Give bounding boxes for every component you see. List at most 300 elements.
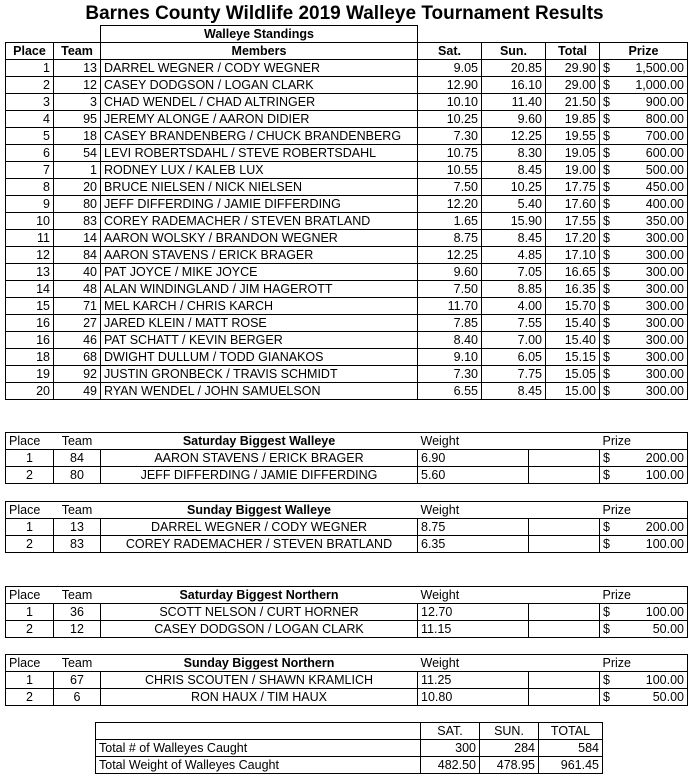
sun-cell: 7.75 — [482, 366, 546, 383]
team-cell: 12 — [54, 77, 101, 94]
sun-cell: 11.40 — [482, 94, 546, 111]
section-row — [6, 536, 688, 553]
members-cell: DARREL WEGNER / CODY WEGNER — [101, 519, 418, 536]
sat-cell: 10.25 — [418, 111, 482, 128]
sat-cell: 7.50 — [418, 281, 482, 298]
currency-symbol: $ — [603, 180, 610, 194]
page-title: Barnes County Wildlife 2019 Walleye Tournament Results — [85, 3, 604, 24]
sun-cell: 8.45 — [482, 230, 546, 247]
weight-cell: 12.70 — [418, 604, 529, 621]
section-place-label: Place — [9, 656, 41, 670]
biggest-fish-section — [5, 586, 688, 638]
members-cell: CASEY BRANDENBERG / CHUCK BRANDENBERG — [101, 128, 418, 145]
place-cell: 4 — [6, 111, 54, 128]
currency-symbol: $ — [603, 95, 610, 109]
currency-symbol: $ — [603, 197, 610, 211]
prize-amount: 450.00 — [645, 180, 684, 194]
prize-cell — [600, 60, 688, 77]
sun-cell: 8.30 — [482, 145, 546, 162]
section-weight-label: Weight — [420, 588, 460, 602]
sat-cell: 7.30 — [418, 128, 482, 145]
place-cell: 11 — [6, 230, 54, 247]
team-cell: 48 — [54, 281, 101, 298]
col-header-prize: Prize — [600, 43, 688, 60]
totals-row — [96, 740, 603, 757]
prize-amount: 200.00 — [645, 451, 684, 465]
prize-amount: 900.00 — [645, 95, 684, 109]
sat-cell: 9.10 — [418, 349, 482, 366]
section-row — [6, 621, 688, 638]
total-cell: 17.10 — [546, 247, 600, 264]
members-cell: COREY RADEMACHER / STEVEN BRATLAND — [101, 213, 418, 230]
totals-label: Total # of Walleyes Caught — [96, 740, 421, 757]
members-cell: CASEY DODGSON / LOGAN CLARK — [101, 621, 418, 638]
prize-cell — [600, 519, 688, 536]
place-cell: 13 — [6, 264, 54, 281]
col-header-total: Total — [546, 43, 600, 60]
sun-cell: 10.25 — [482, 179, 546, 196]
currency-symbol: $ — [603, 129, 610, 143]
team-cell: 6 — [54, 689, 101, 706]
section-prize-label: Prize — [602, 656, 631, 670]
standings-row — [6, 315, 688, 332]
totals-header-sun: SUN. — [480, 723, 539, 740]
col-header-team: Team — [54, 43, 101, 60]
section-team-label: Team — [61, 656, 93, 670]
section-header-row — [6, 587, 688, 604]
standings-row — [6, 230, 688, 247]
team-cell: 14 — [54, 230, 101, 247]
place-cell: 19 — [6, 366, 54, 383]
sun-cell: 9.60 — [482, 111, 546, 128]
currency-symbol: $ — [603, 605, 610, 619]
standings-heading: Walleye Standings — [101, 26, 418, 43]
prize-cell — [600, 162, 688, 179]
prize-cell — [600, 264, 688, 281]
standings-row — [6, 179, 688, 196]
currency-symbol: $ — [603, 78, 610, 92]
currency-symbol: $ — [603, 146, 610, 160]
prize-cell — [600, 77, 688, 94]
total-cell: 19.85 — [546, 111, 600, 128]
col-header-place: Place — [6, 43, 54, 60]
team-cell: 13 — [54, 519, 101, 536]
prize-cell — [600, 621, 688, 638]
members-cell: DWIGHT DULLUM / TODD GIANAKOS — [101, 349, 418, 366]
weight-cell: 11.15 — [418, 621, 529, 638]
place-cell: 1 — [6, 60, 54, 77]
team-cell: 83 — [54, 213, 101, 230]
team-cell: 12 — [54, 621, 101, 638]
col-header-sat: Sat. — [418, 43, 482, 60]
members-cell: AARON STAVENS / ERICK BRAGER — [101, 247, 418, 264]
team-cell: 54 — [54, 145, 101, 162]
currency-symbol: $ — [603, 520, 610, 534]
totals-total: 961.45 — [539, 757, 603, 774]
currency-symbol: $ — [603, 61, 610, 75]
currency-symbol: $ — [603, 468, 610, 482]
team-cell: 71 — [54, 298, 101, 315]
currency-symbol: $ — [603, 673, 610, 687]
prize-cell — [600, 366, 688, 383]
currency-symbol: $ — [603, 231, 610, 245]
prize-amount: 400.00 — [645, 197, 684, 211]
team-cell: 49 — [54, 383, 101, 400]
section-row — [6, 467, 688, 484]
biggest-fish-section — [5, 654, 688, 706]
currency-symbol: $ — [603, 350, 610, 364]
currency-symbol: $ — [603, 214, 610, 228]
section-team-label: Team — [61, 588, 93, 602]
standings-row — [6, 349, 688, 366]
team-cell: 84 — [54, 247, 101, 264]
total-cell: 29.90 — [546, 60, 600, 77]
prize-cell — [600, 128, 688, 145]
team-cell: 36 — [54, 604, 101, 621]
prize-amount: 1,500.00 — [635, 61, 684, 75]
prize-cell — [600, 383, 688, 400]
prize-amount: 300.00 — [645, 248, 684, 262]
currency-symbol: $ — [603, 282, 610, 296]
standings-header-row — [6, 43, 688, 60]
members-cell: RODNEY LUX / KALEB LUX — [101, 162, 418, 179]
team-cell: 13 — [54, 60, 101, 77]
total-cell: 17.55 — [546, 213, 600, 230]
standings-row — [6, 162, 688, 179]
prize-amount: 300.00 — [645, 265, 684, 279]
place-cell: 16 — [6, 332, 54, 349]
sat-cell: 12.25 — [418, 247, 482, 264]
total-cell: 15.70 — [546, 298, 600, 315]
section-prize-label: Prize — [602, 434, 631, 448]
members-cell: ALAN WINDINGLAND / JIM HAGEROTT — [101, 281, 418, 298]
place-cell: 6 — [6, 145, 54, 162]
prize-amount: 300.00 — [645, 282, 684, 296]
prize-cell — [600, 247, 688, 264]
prize-amount: 100.00 — [645, 468, 684, 482]
sat-cell: 10.10 — [418, 94, 482, 111]
total-cell: 17.60 — [546, 196, 600, 213]
team-cell: 80 — [54, 467, 101, 484]
place-cell: 2 — [6, 621, 54, 638]
sun-cell: 5.40 — [482, 196, 546, 213]
totals-sat: 482.50 — [421, 757, 480, 774]
total-cell: 16.35 — [546, 281, 600, 298]
standings-row — [6, 247, 688, 264]
place-cell: 16 — [6, 315, 54, 332]
totals-total: 584 — [539, 740, 603, 757]
section-row — [6, 519, 688, 536]
team-cell: 1 — [54, 162, 101, 179]
section-weight-label: Weight — [420, 503, 460, 517]
sun-cell: 16.10 — [482, 77, 546, 94]
standings-row — [6, 298, 688, 315]
sat-cell: 10.55 — [418, 162, 482, 179]
section-header-row — [6, 502, 688, 519]
members-cell: JEFF DIFFERDING / JAMIE DIFFERDING — [101, 196, 418, 213]
section-row — [6, 672, 688, 689]
prize-cell — [600, 315, 688, 332]
total-cell: 17.20 — [546, 230, 600, 247]
prize-amount: 300.00 — [645, 333, 684, 347]
place-cell: 8 — [6, 179, 54, 196]
total-cell: 21.50 — [546, 94, 600, 111]
currency-symbol: $ — [603, 333, 610, 347]
place-cell: 7 — [6, 162, 54, 179]
prize-cell — [600, 536, 688, 553]
section-heading: Sunday Biggest Northern — [183, 656, 335, 670]
team-cell: 27 — [54, 315, 101, 332]
currency-symbol: $ — [603, 316, 610, 330]
standings-row — [6, 94, 688, 111]
sat-cell: 8.40 — [418, 332, 482, 349]
prize-cell — [600, 145, 688, 162]
total-cell: 15.00 — [546, 383, 600, 400]
prize-amount: 100.00 — [645, 537, 684, 551]
section-row — [6, 689, 688, 706]
currency-symbol: $ — [603, 248, 610, 262]
prize-cell — [600, 179, 688, 196]
currency-symbol: $ — [603, 367, 610, 381]
place-cell: 5 — [6, 128, 54, 145]
weight-cell: 5.60 — [418, 467, 529, 484]
standings-row — [6, 264, 688, 281]
total-cell: 15.05 — [546, 366, 600, 383]
prize-amount: 50.00 — [652, 622, 684, 636]
members-cell: RON HAUX / TIM HAUX — [101, 689, 418, 706]
section-header-row — [6, 655, 688, 672]
weight-cell: 8.75 — [418, 519, 529, 536]
prize-cell — [600, 349, 688, 366]
totals-sun: 284 — [480, 740, 539, 757]
members-cell: CHRIS SCOUTEN / SHAWN KRAMLICH — [101, 672, 418, 689]
sun-cell: 4.00 — [482, 298, 546, 315]
standings-row — [6, 281, 688, 298]
section-row — [6, 450, 688, 467]
prize-amount: 50.00 — [652, 690, 684, 704]
place-cell: 1 — [6, 604, 54, 621]
place-cell: 2 — [6, 536, 54, 553]
section-team-label: Team — [61, 434, 93, 448]
sun-cell: 8.85 — [482, 281, 546, 298]
col-header-members: Members — [101, 43, 418, 60]
currency-symbol: $ — [603, 299, 610, 313]
prize-amount: 300.00 — [645, 316, 684, 330]
members-cell: PAT JOYCE / MIKE JOYCE — [101, 264, 418, 281]
standings-row — [6, 213, 688, 230]
standings-row — [6, 383, 688, 400]
total-cell: 16.65 — [546, 264, 600, 281]
weight-cell: 10.80 — [418, 689, 529, 706]
place-cell: 1 — [6, 672, 54, 689]
currency-symbol: $ — [603, 163, 610, 177]
team-cell: 83 — [54, 536, 101, 553]
prize-amount: 700.00 — [645, 129, 684, 143]
sun-cell: 15.90 — [482, 213, 546, 230]
sat-cell: 7.85 — [418, 315, 482, 332]
currency-symbol: $ — [603, 622, 610, 636]
prize-amount: 100.00 — [645, 605, 684, 619]
team-cell: 92 — [54, 366, 101, 383]
place-cell: 2 — [6, 689, 54, 706]
currency-symbol: $ — [603, 690, 610, 704]
place-cell: 1 — [6, 450, 54, 467]
section-team-label: Team — [61, 503, 93, 517]
totals-sun: 478.95 — [480, 757, 539, 774]
members-cell: COREY RADEMACHER / STEVEN BRATLAND — [101, 536, 418, 553]
place-cell: 3 — [6, 94, 54, 111]
section-heading: Saturday Biggest Walleye — [182, 434, 336, 448]
total-cell: 15.15 — [546, 349, 600, 366]
prize-cell — [600, 281, 688, 298]
sat-cell: 9.05 — [418, 60, 482, 77]
team-cell: 80 — [54, 196, 101, 213]
team-cell: 68 — [54, 349, 101, 366]
prize-cell — [600, 689, 688, 706]
prize-amount: 100.00 — [645, 673, 684, 687]
section-heading: Saturday Biggest Northern — [179, 588, 339, 602]
section-weight-label: Weight — [420, 656, 460, 670]
members-cell: JUSTIN GRONBECK / TRAVIS SCHMIDT — [101, 366, 418, 383]
prize-amount: 200.00 — [645, 520, 684, 534]
sun-cell: 8.45 — [482, 162, 546, 179]
prize-amount: 350.00 — [645, 214, 684, 228]
prize-cell — [600, 298, 688, 315]
weight-cell: 6.90 — [418, 450, 529, 467]
currency-symbol: $ — [603, 265, 610, 279]
total-cell: 15.40 — [546, 315, 600, 332]
place-cell: 9 — [6, 196, 54, 213]
prize-cell — [600, 450, 688, 467]
team-cell: 95 — [54, 111, 101, 128]
team-cell: 46 — [54, 332, 101, 349]
prize-cell — [600, 213, 688, 230]
section-prize-label: Prize — [602, 588, 631, 602]
team-cell: 3 — [54, 94, 101, 111]
sat-cell: 9.60 — [418, 264, 482, 281]
members-cell: AARON WOLSKY / BRANDON WEGNER — [101, 230, 418, 247]
members-cell: DARREL WEGNER / CODY WEGNER — [101, 60, 418, 77]
place-cell: 2 — [6, 77, 54, 94]
section-place-label: Place — [9, 434, 41, 448]
sun-cell: 7.00 — [482, 332, 546, 349]
place-cell: 10 — [6, 213, 54, 230]
biggest-fish-section — [5, 501, 688, 553]
prize-amount: 800.00 — [645, 112, 684, 126]
members-cell: CASEY DODGSON / LOGAN CLARK — [101, 77, 418, 94]
prize-amount: 300.00 — [645, 231, 684, 245]
prize-cell — [600, 467, 688, 484]
prize-cell — [600, 230, 688, 247]
totals-header-total: TOTAL — [539, 723, 603, 740]
prize-cell — [600, 332, 688, 349]
members-cell: RYAN WENDEL / JOHN SAMUELSON — [101, 383, 418, 400]
place-cell: 1 — [6, 519, 54, 536]
prize-amount: 300.00 — [645, 367, 684, 381]
members-cell: SCOTT NELSON / CURT HORNER — [101, 604, 418, 621]
walleye-standings-table — [5, 25, 688, 400]
members-cell: JARED KLEIN / MATT ROSE — [101, 315, 418, 332]
place-cell: 12 — [6, 247, 54, 264]
totals-header-sat: SAT. — [421, 723, 480, 740]
standings-row — [6, 196, 688, 213]
total-cell: 29.00 — [546, 77, 600, 94]
prize-amount: 300.00 — [645, 384, 684, 398]
prize-amount: 600.00 — [645, 146, 684, 160]
totals-row — [96, 757, 603, 774]
members-cell: PAT SCHATT / KEVIN BERGER — [101, 332, 418, 349]
section-heading: Sunday Biggest Walleye — [186, 503, 332, 517]
sat-cell: 7.50 — [418, 179, 482, 196]
sun-cell: 7.05 — [482, 264, 546, 281]
sun-cell: 20.85 — [482, 60, 546, 77]
prize-amount: 500.00 — [645, 163, 684, 177]
members-cell: AARON STAVENS / ERICK BRAGER — [101, 450, 418, 467]
prize-cell — [600, 111, 688, 128]
place-cell: 18 — [6, 349, 54, 366]
team-cell: 20 — [54, 179, 101, 196]
standings-row — [6, 366, 688, 383]
standings-row — [6, 60, 688, 77]
weight-cell: 6.35 — [418, 536, 529, 553]
biggest-fish-section — [5, 432, 688, 484]
section-row — [6, 604, 688, 621]
prize-amount: 300.00 — [645, 299, 684, 313]
total-cell: 19.55 — [546, 128, 600, 145]
place-cell: 20 — [6, 383, 54, 400]
section-place-label: Place — [9, 503, 41, 517]
members-cell: JEFF DIFFERDING / JAMIE DIFFERDING — [101, 467, 418, 484]
total-cell: 15.40 — [546, 332, 600, 349]
sun-cell: 8.45 — [482, 383, 546, 400]
col-header-sun: Sun. — [482, 43, 546, 60]
team-cell: 40 — [54, 264, 101, 281]
prize-amount: 300.00 — [645, 350, 684, 364]
section-place-label: Place — [9, 588, 41, 602]
standings-row — [6, 111, 688, 128]
sun-cell: 12.25 — [482, 128, 546, 145]
standings-row — [6, 77, 688, 94]
currency-symbol: $ — [603, 537, 610, 551]
members-cell: MEL KARCH / CHRIS KARCH — [101, 298, 418, 315]
team-cell: 67 — [54, 672, 101, 689]
weight-cell: 11.25 — [418, 672, 529, 689]
prize-cell — [600, 672, 688, 689]
standings-row — [6, 128, 688, 145]
place-cell: 2 — [6, 467, 54, 484]
currency-symbol: $ — [603, 112, 610, 126]
total-cell: 19.00 — [546, 162, 600, 179]
totals-table — [95, 722, 603, 774]
prize-amount: 1,000.00 — [635, 78, 684, 92]
place-cell: 14 — [6, 281, 54, 298]
total-cell: 17.75 — [546, 179, 600, 196]
prize-cell — [600, 94, 688, 111]
sat-cell: 6.55 — [418, 383, 482, 400]
sat-cell: 11.70 — [418, 298, 482, 315]
sun-cell: 7.55 — [482, 315, 546, 332]
section-header-row — [6, 433, 688, 450]
total-cell: 19.05 — [546, 145, 600, 162]
sat-cell: 7.30 — [418, 366, 482, 383]
members-cell: JEREMY ALONGE / AARON DIDIER — [101, 111, 418, 128]
totals-sat: 300 — [421, 740, 480, 757]
sun-cell: 4.85 — [482, 247, 546, 264]
team-cell: 18 — [54, 128, 101, 145]
sat-cell: 12.20 — [418, 196, 482, 213]
prize-cell — [600, 604, 688, 621]
place-cell: 15 — [6, 298, 54, 315]
